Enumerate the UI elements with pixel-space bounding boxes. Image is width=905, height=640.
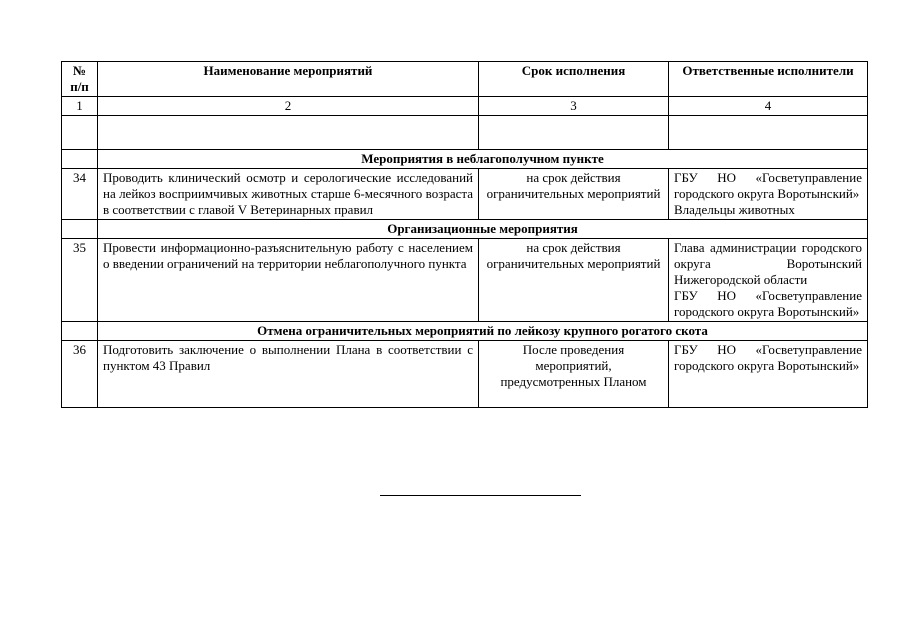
section-title-1: Мероприятия в неблагополучном пункте [98,150,868,169]
column-number-row [62,97,868,116]
responsible-2: Владельцы животных [674,202,795,217]
section-num-cell [62,322,98,341]
row-responsible [669,169,868,220]
col-number-4: 4 [669,97,868,116]
section-row [62,322,868,341]
plan-table [61,61,868,408]
table-row [62,169,868,220]
section-row [62,150,868,169]
table-row [62,239,868,322]
empty-cell [98,116,479,150]
row-term: на срок действия ограничительных мероприятий [479,239,669,322]
row-responsible [669,341,868,408]
header-term: Срок исполнения [479,62,669,97]
col-number-1: 1 [62,97,98,116]
row-responsible [669,239,868,322]
empty-cell [479,116,669,150]
table-row [62,341,868,408]
section-title-2: Организационные мероприятия [98,220,868,239]
header-row [62,62,868,97]
responsible-1: ГБУ НО «Госветуправление городского округа Воротынский» [674,170,862,201]
section-num-cell [62,220,98,239]
responsible-1: Глава администрации городского округа Воротынский Нижегородской области [674,240,862,287]
empty-cell [669,116,868,150]
row-number: 36 [62,341,98,408]
row-activity: Подготовить заключение о выполнении Плана в соответствии с пунктом 43 Правил [98,341,479,408]
row-activity: Проводить клинический осмотр и серологические исследований на лейкоз восприимчивых животных старше 6-месячного возраста в соответствии с главой V Ветеринарных правил [98,169,479,220]
col-number-3: 3 [479,97,669,116]
header-num: № п/п [62,62,98,97]
empty-row [62,116,868,150]
empty-cell [62,116,98,150]
row-term: После проведения мероприятий, предусмотренных Планом [479,341,669,408]
row-term: на срок действия ограничительных мероприятий [479,169,669,220]
row-number: 34 [62,169,98,220]
col-number-2: 2 [98,97,479,116]
row-number: 35 [62,239,98,322]
section-title-3: Отмена ограничительных мероприятий по лейкозу крупного рогатого скота [98,322,868,341]
section-num-cell [62,150,98,169]
responsible-1: ГБУ НО «Госветуправление городского округа Воротынский» [674,342,862,373]
section-row [62,220,868,239]
row-activity: Провести информационно-разъяснительную работу с населением о введении ограничений на территории неблагополучного пункта [98,239,479,322]
responsible-2: ГБУ НО «Госветуправление городского округа Воротынский» [674,288,862,319]
header-name: Наименование мероприятий [98,62,479,97]
closing-rule [380,495,581,496]
header-resp: Ответственные исполнители [669,62,868,97]
